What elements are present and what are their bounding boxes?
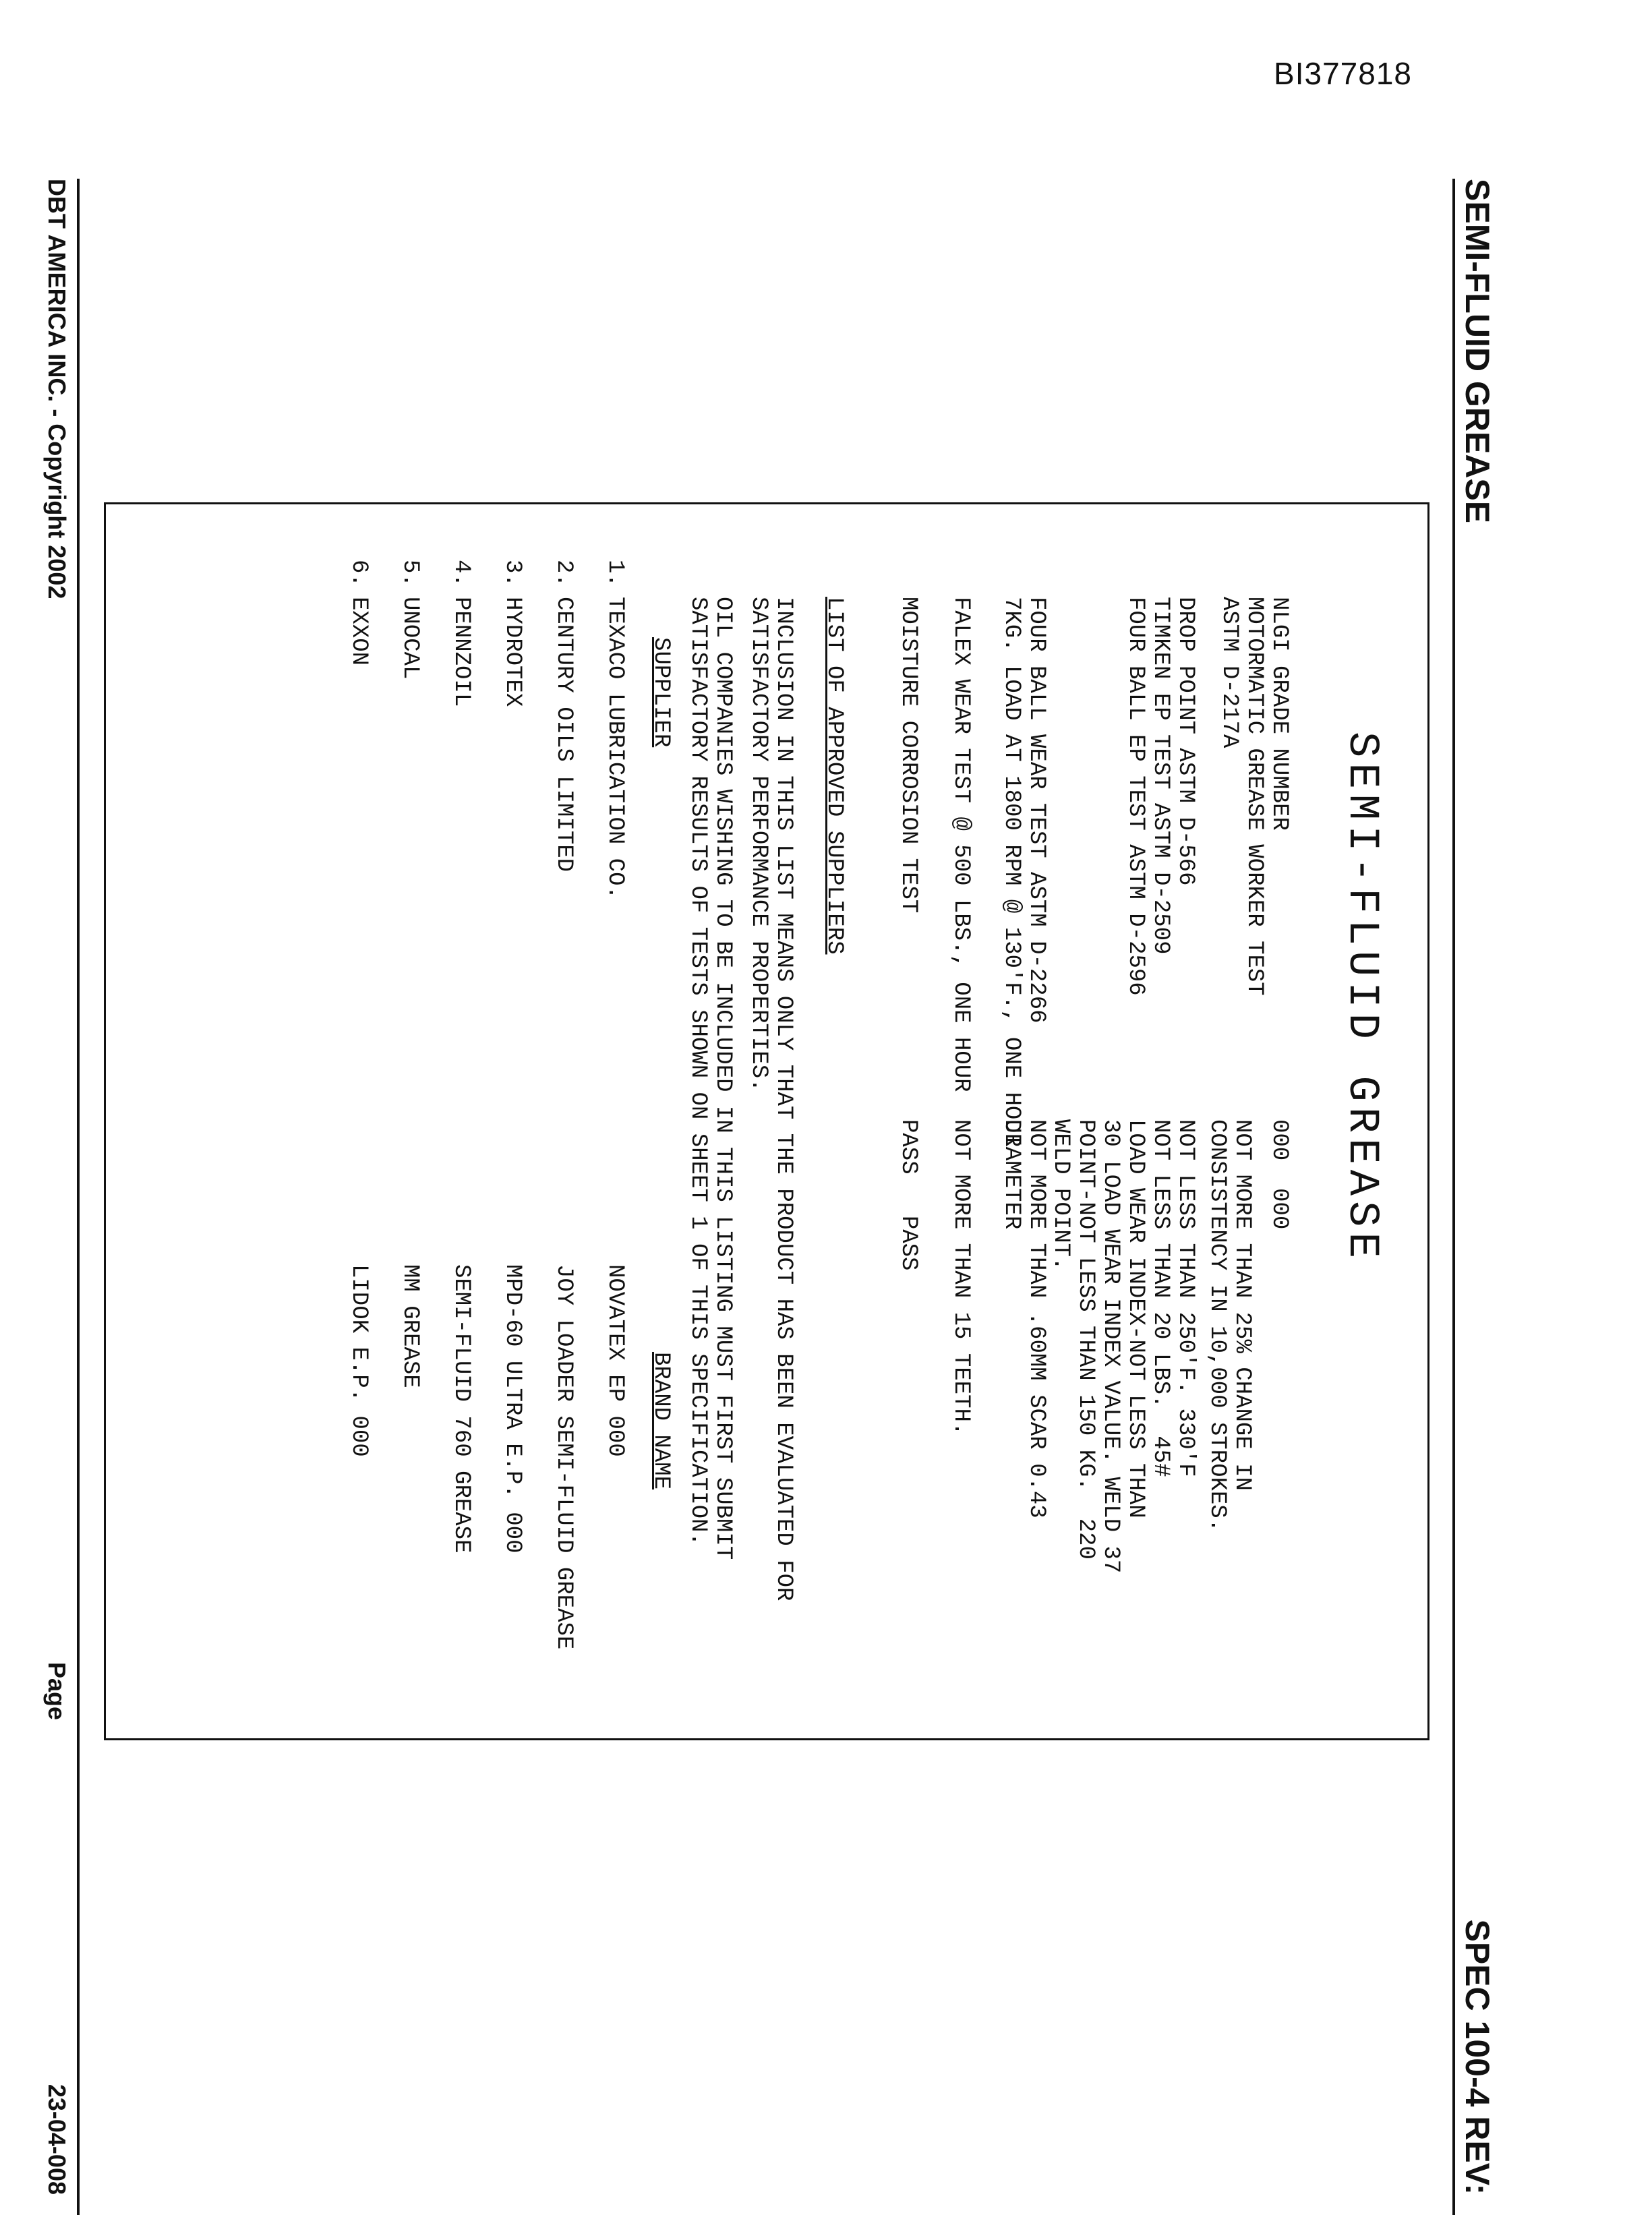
supplier-name: TEXACO LUBRICATION CO. [602, 597, 628, 899]
supplier-name: HYDROTEX [500, 597, 525, 707]
header-title: SEMI-FLUID GREASE [1458, 179, 1496, 524]
brand-name: MM GREASE [397, 1264, 423, 1388]
header-spec-rev: SPEC 100-4 REV: [1458, 1919, 1496, 2195]
spec-title: SEMI-FLUID GREASE [1337, 732, 1386, 1264]
rotated-spec-sheet [0, 179, 1524, 2215]
brand-name: LIDOK E.P. 000 [346, 1264, 372, 1457]
brand-name: MPD-60 ULTRA E.P. 000 [500, 1264, 525, 1554]
column-header-supplier: SUPPLIER [648, 637, 674, 748]
spec-value-5: NOT MORE THAN 15 TEETH. [948, 1119, 974, 1436]
document-id: BI377818 [1274, 56, 1412, 91]
suppliers-heading: LIST OF APPROVED SUPPLIERS [821, 597, 847, 955]
supplier-number: 2. [551, 560, 577, 587]
supplier-number: 1. [602, 560, 628, 587]
supplier-name: UNOCAL [397, 597, 423, 680]
supplier-name: PENNZOIL [448, 597, 474, 707]
supplier-number: 5. [397, 560, 423, 587]
supplier-name: EXXON [346, 597, 372, 666]
spec-test-4: FOUR BALL WEAR TEST ASTM D-2266 7KG. LOAD AT 1800 RPM @ 130'F., ONE HOUR [999, 597, 1049, 1148]
header-rule [1452, 179, 1455, 2215]
supplier-number: 4. [448, 560, 474, 587]
footer-copyright: DBT AMERICA INC. - Copyright 2002 [43, 179, 71, 599]
spec-value-3: NOT LESS THAN 250'F. 330'F NOT LESS THAN 20 LBS. 45# LOAD WEAR INDEX-NOT LESS THAN 30 LOAD WEAR INDEX VALUE. WELD 37 POINT-NOT LESS THAN 150 KG. 220 WELD POINT. [1048, 1119, 1198, 1574]
spec-test-1: NLGI GRADE NUMBER [1266, 597, 1292, 831]
footer-doc-number: 23-04-008 [43, 2084, 71, 2195]
spec-test-3: DROP POINT ASTM D-566 TIMKEN EP TEST ASTM D-2509 FOUR BALL EP TEST ASTM D-2596 [1123, 597, 1198, 996]
spec-test-5: FALEX WEAR TEST @ 500 LBS., ONE HOUR [948, 597, 974, 1092]
footer-page-label: Page [43, 1662, 71, 1721]
supplier-number: 6. [346, 560, 372, 587]
spec-value-2: NOT MORE THAN 25% CHANGE IN CONSISTENCY IN 10,000 STROKES. [1204, 1119, 1255, 1533]
spec-test-6: MOISTURE CORROSION TEST [895, 597, 921, 914]
brand-name: NOVATEX EP 000 [602, 1264, 628, 1457]
spec-test-2: MOTORMATIC GREASE WORKER TEST ASTM D-217A [1216, 597, 1267, 996]
column-header-brand: BRAND NAME [648, 1352, 674, 1490]
suppliers-submission-note: OIL COMPANIES WISHING TO BE INCLUDED IN THIS LISTING MUST FIRST SUBMIT SATISFACTORY RESULTS OF TESTS SHOWN ON SHEET 1 OF THIS SPECIFICATION. [685, 597, 736, 1560]
brand-name: JOY LOADER SEMI-FLUID GREASE [551, 1264, 577, 1650]
supplier-name: CENTURY OILS LIMITED [551, 597, 577, 873]
brand-name: SEMI-FLUID 760 GREASE [448, 1264, 474, 1554]
spec-value-1: 000 000 [1266, 1119, 1292, 1230]
spec-value-6: PASS PASS [895, 1119, 921, 1271]
footer-rule [77, 179, 80, 2215]
spec-value-4: NOT MORE THAN .60MM SCAR 0.43 DIAMETER [999, 1119, 1049, 1518]
supplier-number: 3. [500, 560, 525, 587]
suppliers-inclusion-note: INCLUSION IN THIS LIST MEANS ONLY THAT THE PRODUCT HAS BEEN EVALUATED FOR SATISFACTORY PERFORMANCE PROPERTIES. [746, 597, 796, 1601]
